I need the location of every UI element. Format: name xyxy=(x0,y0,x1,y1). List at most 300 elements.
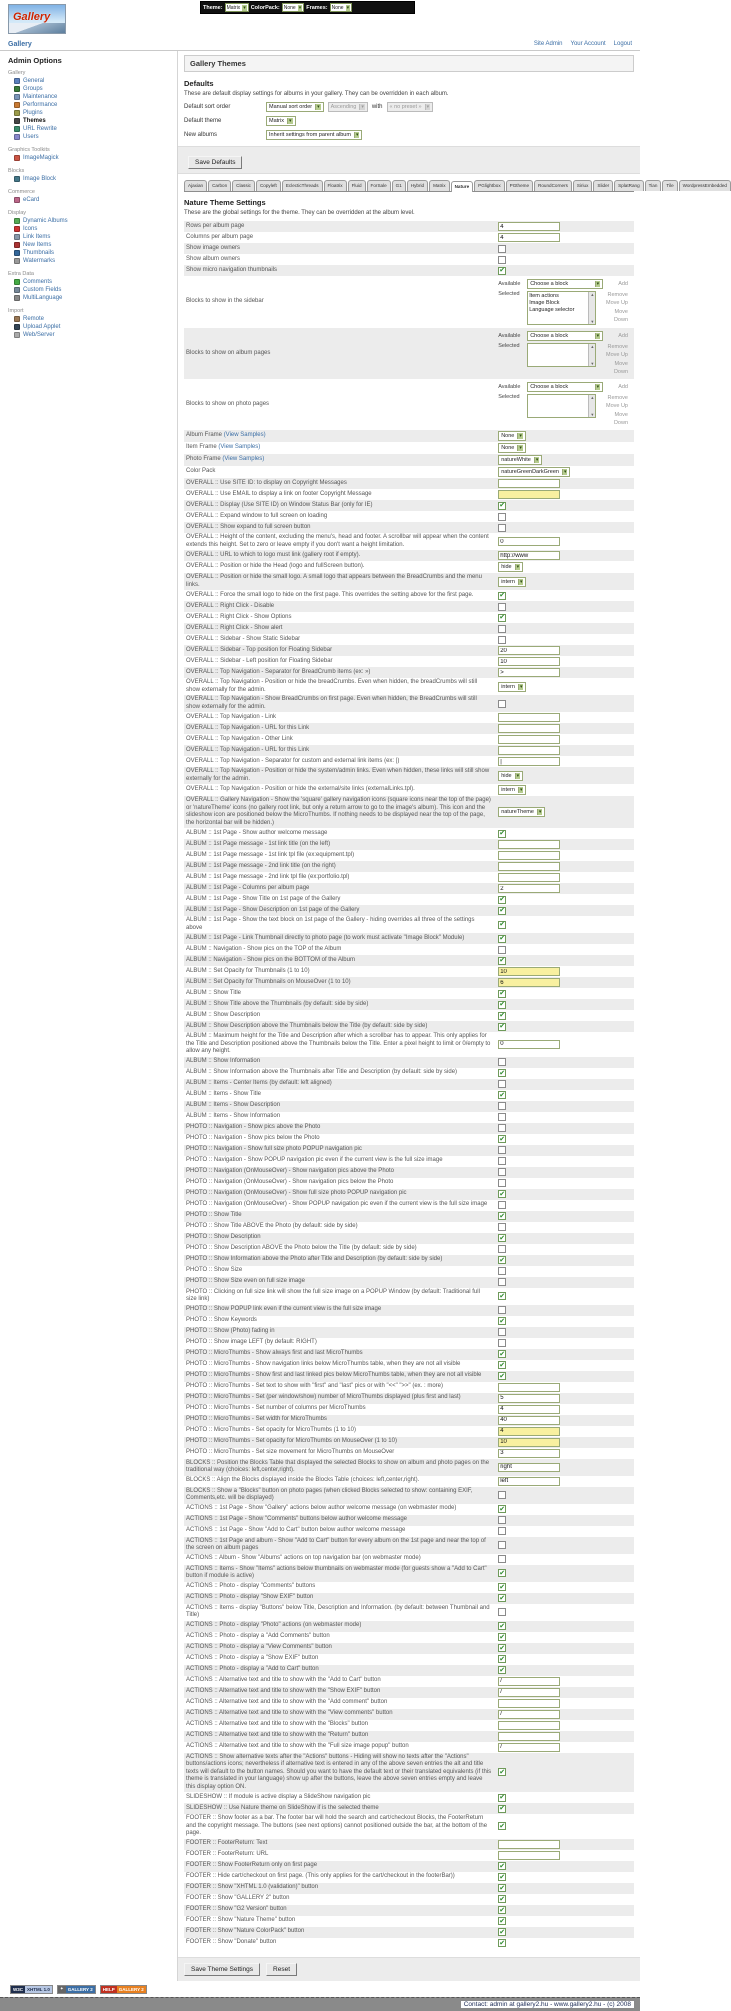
setting-checkbox[interactable]: ✔ xyxy=(499,1350,506,1358)
setting-checkbox[interactable] xyxy=(498,1328,506,1336)
setting-control xyxy=(498,1168,632,1176)
setting-input[interactable] xyxy=(498,1449,560,1458)
setting-label: Album Frame (View Samples) xyxy=(186,432,266,439)
setting-checkbox[interactable]: ✔ xyxy=(499,1794,506,1801)
scroll-up-icon[interactable]: ▲ xyxy=(590,292,595,297)
sidebar-item-watermarks[interactable] xyxy=(8,257,171,265)
remove-block-link[interactable]: Remove xyxy=(607,344,628,350)
setting-input[interactable] xyxy=(498,1438,560,1447)
sidebar-item-link-items[interactable] xyxy=(8,233,171,241)
selected-blocks-listbox[interactable] xyxy=(527,343,596,367)
view-samples-link[interactable]: (View Samples) xyxy=(222,456,265,463)
setting-checkbox[interactable] xyxy=(498,1080,506,1088)
blocks-picker xyxy=(498,380,632,429)
tab-pgtheme[interactable]: PGtheme xyxy=(506,180,533,191)
setting-checkbox[interactable]: ✔ xyxy=(499,1928,506,1936)
tab-ajaxian[interactable]: Ajaxian xyxy=(184,180,207,191)
scroll-down-icon[interactable]: ▼ xyxy=(590,412,595,417)
setting-checkbox[interactable] xyxy=(498,256,506,264)
setting-input[interactable] xyxy=(498,840,560,849)
move-down-link[interactable]: Move Down xyxy=(613,308,628,323)
setting-select[interactable] xyxy=(498,467,570,477)
view-samples-link[interactable]: (View Samples) xyxy=(218,444,261,451)
select-value: Choose a block xyxy=(530,333,569,339)
setting-checkbox[interactable]: ✔ xyxy=(499,1768,506,1776)
setting-input[interactable] xyxy=(498,233,560,242)
setting-input[interactable] xyxy=(498,1394,560,1403)
setting-checkbox[interactable] xyxy=(498,513,506,521)
setting-input[interactable] xyxy=(498,668,560,677)
setting-input[interactable] xyxy=(498,735,560,744)
setting-control xyxy=(498,1822,632,1830)
setting-checkbox[interactable]: ✔ xyxy=(499,1666,506,1674)
remove-block-link[interactable]: Remove xyxy=(607,292,628,298)
setting-checkbox[interactable] xyxy=(498,1157,506,1165)
setting-label: PHOTO :: Navigation - Show full size photo POPUP navigation pic xyxy=(186,1146,362,1153)
setting-input[interactable] xyxy=(498,851,560,860)
setting-input[interactable] xyxy=(498,1416,560,1425)
sidebar-item-groups[interactable] xyxy=(8,85,171,93)
tab-wordpressembedded[interactable]: WordpressEmbedded xyxy=(679,180,731,191)
sidebar-item-imagemagick[interactable] xyxy=(8,154,171,162)
setting-select[interactable] xyxy=(498,682,526,692)
choose-block-select[interactable] xyxy=(527,279,603,289)
save-defaults-button[interactable]: Save Defaults xyxy=(188,156,242,169)
tab-fluid[interactable]: Fluid xyxy=(348,180,366,191)
setting-checkbox[interactable]: ✔ xyxy=(499,1190,506,1198)
setting-checkbox[interactable] xyxy=(498,1608,506,1616)
tab-hybrid[interactable]: Hybrid xyxy=(407,180,428,191)
choose-block-select[interactable] xyxy=(527,331,603,341)
setting-checkbox[interactable]: ✔ xyxy=(499,502,506,509)
sidebar-item-general[interactable] xyxy=(8,77,171,85)
tab-splatrang[interactable]: SplatRang xyxy=(614,180,643,191)
setting-checkbox[interactable] xyxy=(498,1555,506,1563)
tab-carbon[interactable]: Carbon xyxy=(208,180,231,191)
gallery-logo[interactable] xyxy=(8,4,66,34)
setting-control xyxy=(498,1339,632,1347)
setting-checkbox[interactable]: ✔ xyxy=(499,1091,506,1099)
setting-row xyxy=(184,756,634,767)
setting-checkbox[interactable] xyxy=(498,1146,506,1154)
setting-label: OVERALL :: Force the small logo to hide on the first page. This overrides the setting above for the first page. xyxy=(186,591,474,598)
header-link-site-admin[interactable]: Site Admin xyxy=(533,41,563,47)
setting-label: BLOCKS :: Align the Blocks displayed inside the Blocks Table (choices: left,center,right). xyxy=(186,1477,420,1484)
selected-blocks-listbox[interactable] xyxy=(527,291,596,325)
setting-checkbox[interactable]: ✔ xyxy=(499,1505,506,1513)
sidebar-group xyxy=(8,70,171,141)
blocks-action-links xyxy=(599,343,628,376)
default-sort-order-select[interactable]: Manual sort order ▾ xyxy=(266,102,324,112)
listbox-scrollbar[interactable] xyxy=(588,344,595,366)
setting-checkbox[interactable] xyxy=(498,636,506,644)
sidebar-item-label: Custom Fields xyxy=(23,287,62,293)
move-down-link[interactable]: Move Down xyxy=(613,360,628,375)
setting-checkbox[interactable] xyxy=(498,1278,506,1286)
breadcrumb[interactable]: Gallery xyxy=(8,40,32,48)
choose-block-select[interactable] xyxy=(527,382,603,392)
setting-checkbox[interactable]: ✔ xyxy=(499,990,506,997)
setting-input[interactable] xyxy=(498,1677,560,1686)
add-block-link[interactable]: Add xyxy=(618,384,628,390)
setting-input[interactable] xyxy=(498,1040,560,1049)
setting-checkbox[interactable]: ✔ xyxy=(499,1822,506,1830)
sidebar-item-url-rewrite[interactable] xyxy=(8,125,171,133)
help-gallery2-badge[interactable] xyxy=(100,1985,147,1994)
setting-label: Item Frame (View Samples) xyxy=(186,444,261,451)
scroll-up-icon[interactable]: ▲ xyxy=(590,395,595,400)
setting-label: Blocks to show on photo pages xyxy=(186,400,270,407)
setting-checkbox[interactable] xyxy=(498,1124,506,1132)
setting-checkbox[interactable]: ✔ xyxy=(499,1633,506,1641)
setting-checkbox[interactable] xyxy=(498,625,506,633)
setting-checkbox[interactable]: ✔ xyxy=(499,1234,506,1242)
setting-control xyxy=(498,1317,632,1325)
setting-row xyxy=(184,1654,634,1665)
header-link-your-account[interactable]: Your Account xyxy=(570,41,606,47)
header-link-logout[interactable]: Logout xyxy=(613,41,632,47)
setting-row xyxy=(184,1803,634,1814)
setting-checkbox[interactable]: ✔ xyxy=(499,921,506,928)
sidebar-item-label: Dynamic Albums xyxy=(23,218,68,224)
setting-select[interactable] xyxy=(498,577,526,587)
setting-select[interactable] xyxy=(498,455,542,465)
setting-control xyxy=(498,1917,632,1925)
available-label: Available xyxy=(498,384,521,390)
setting-row xyxy=(184,723,634,734)
setting-label: Show album owners xyxy=(186,255,241,262)
setting-row xyxy=(184,1415,634,1426)
sidebar-item-image-block[interactable] xyxy=(8,175,171,183)
setting-input[interactable] xyxy=(498,757,560,766)
tab-g1[interactable]: G1 xyxy=(392,180,406,191)
setting-select[interactable] xyxy=(498,562,523,572)
setting-input[interactable] xyxy=(498,1732,560,1741)
setting-input[interactable] xyxy=(498,551,560,560)
listbox-scrollbar[interactable] xyxy=(588,292,595,324)
setting-label: OVERALL :: Top Navigation - Other Link xyxy=(186,735,293,742)
move-down-link[interactable]: Move Down xyxy=(613,411,628,426)
setting-checkbox[interactable]: ✔ xyxy=(499,267,506,274)
setting-control xyxy=(498,1622,632,1630)
selected-block-item[interactable]: Item actions xyxy=(529,293,559,299)
setting-input[interactable] xyxy=(498,746,560,755)
setting-label: OVERALL :: Top Navigation - Link xyxy=(186,713,277,720)
setting-checkbox[interactable] xyxy=(498,1339,506,1347)
sidebar-item-users[interactable] xyxy=(8,133,171,141)
setting-row xyxy=(184,1266,634,1277)
setting-label: OVERALL :: Gallery Navigation - Show the 'square' gallery navigation icons (square icons near the top of the page) or 'natureTheme' icons (no gallery root link, but only a return arrow to go to the image's album). This icon and the slideshow icon are positioned below the MicroThumbs. If nothing needs to be displayed near the top of the page, the horizontal bar will be hidden.) xyxy=(186,797,491,826)
save-theme-settings-button[interactable]: Save Theme Settings xyxy=(184,1963,260,1976)
setting-checkbox[interactable] xyxy=(498,1168,506,1176)
sidebar-item-web-server[interactable] xyxy=(8,331,171,339)
setting-input[interactable] xyxy=(498,222,560,231)
setting-checkbox[interactable]: ✔ xyxy=(499,1372,506,1380)
sidebar-item-remote[interactable] xyxy=(8,315,171,323)
setting-checkbox[interactable] xyxy=(498,1541,506,1549)
sidebar-item-ecard[interactable] xyxy=(8,196,171,204)
tab-tile[interactable]: Tile xyxy=(662,180,677,191)
setting-input[interactable] xyxy=(498,967,560,976)
setting-input[interactable] xyxy=(498,1463,560,1472)
setting-row xyxy=(184,745,634,756)
scroll-up-icon[interactable]: ▲ xyxy=(590,344,595,349)
setting-checkbox[interactable]: ✔ xyxy=(499,1939,506,1947)
setting-checkbox[interactable]: ✔ xyxy=(499,1895,506,1903)
setting-label: OVERALL :: Right Click - Show alert xyxy=(186,624,283,631)
setting-row xyxy=(184,1327,634,1338)
setting-label: FOOTER :: Show "Nature ColorPack" button xyxy=(186,1928,305,1935)
setting-input[interactable] xyxy=(498,537,560,546)
setting-checkbox[interactable] xyxy=(498,1179,506,1187)
select-value: natureWhite xyxy=(501,457,531,463)
tab-matrix[interactable]: Matrix xyxy=(429,180,450,191)
setting-input[interactable] xyxy=(498,490,560,499)
add-block-link[interactable]: Add xyxy=(618,281,628,287)
setting-label: PHOTO :: MicroThumbs - Set opacity for MicroThumbs (1 to 10) xyxy=(186,1427,356,1434)
sidebar-item-multilanguage[interactable] xyxy=(8,294,171,302)
add-block-link[interactable]: Add xyxy=(618,333,628,339)
tab-forsale[interactable]: ForSale xyxy=(367,180,391,191)
setting-control xyxy=(498,1023,632,1031)
blocks-available-row xyxy=(498,382,632,392)
setting-select[interactable] xyxy=(498,807,545,817)
setting-control xyxy=(498,592,632,600)
footer-badges xyxy=(0,1981,640,1997)
sidebar-item-upload-applet[interactable] xyxy=(8,323,171,331)
setting-checkbox[interactable]: ✔ xyxy=(499,592,506,599)
frames-select[interactable]: None ▾ xyxy=(330,3,352,12)
tab-slider[interactable]: Slider xyxy=(593,180,613,191)
setting-checkbox[interactable]: ✔ xyxy=(499,957,506,964)
tab-nature[interactable]: Nature xyxy=(451,181,474,192)
setting-select[interactable] xyxy=(498,431,526,441)
tab-eclecticthreads[interactable]: EclecticThreads xyxy=(282,180,323,191)
setting-label: PHOTO :: Show Size xyxy=(186,1267,243,1274)
setting-input[interactable] xyxy=(498,1743,560,1752)
setting-checkbox[interactable] xyxy=(498,1058,506,1066)
setting-checkbox[interactable] xyxy=(498,1113,506,1121)
tab-pglightbox[interactable]: PGlightbox xyxy=(474,180,504,191)
setting-row xyxy=(184,590,634,601)
setting-input[interactable] xyxy=(498,1851,560,1860)
setting-checkbox[interactable] xyxy=(498,1245,506,1253)
setting-checkbox[interactable]: ✔ xyxy=(499,1906,506,1914)
setting-checkbox[interactable]: ✔ xyxy=(499,1256,506,1264)
setting-input[interactable] xyxy=(498,1405,560,1414)
setting-input[interactable] xyxy=(498,1840,560,1849)
move-up-link[interactable]: Move Up xyxy=(605,403,628,410)
setting-checkbox[interactable]: ✔ xyxy=(499,1655,506,1663)
setting-input[interactable] xyxy=(498,1699,560,1708)
selected-block-item[interactable]: Image Block xyxy=(529,300,560,307)
listbox-scrollbar[interactable] xyxy=(588,395,595,417)
setting-checkbox[interactable] xyxy=(498,603,506,611)
xhtml-badge[interactable] xyxy=(10,1985,53,1994)
setting-control xyxy=(498,1245,632,1253)
setting-control xyxy=(498,921,632,929)
maintenance-icon xyxy=(14,94,20,100)
setting-control xyxy=(498,1677,632,1686)
setting-row xyxy=(184,1156,634,1167)
colorpack-select[interactable]: None ▾ xyxy=(282,3,304,12)
move-up-link[interactable]: Move Up xyxy=(605,352,628,359)
setting-select[interactable] xyxy=(498,771,523,781)
setting-row xyxy=(184,1565,634,1582)
setting-input[interactable] xyxy=(498,1688,560,1697)
setting-checkbox[interactable] xyxy=(498,1306,506,1314)
setting-row xyxy=(184,828,634,839)
select-value: intern xyxy=(501,683,515,690)
sidebar-item-plugins[interactable] xyxy=(8,109,171,117)
setting-input[interactable] xyxy=(498,873,560,882)
setting-checkbox[interactable] xyxy=(498,245,506,253)
setting-input[interactable] xyxy=(498,1710,560,1719)
setting-label: PHOTO :: Show Size even on full size image xyxy=(186,1278,305,1285)
setting-checkbox[interactable] xyxy=(498,700,506,708)
setting-checkbox[interactable] xyxy=(498,1516,506,1524)
setting-input[interactable] xyxy=(498,862,560,871)
setting-checkbox[interactable]: ✔ xyxy=(499,1917,506,1925)
setting-checkbox[interactable]: ✔ xyxy=(499,1873,506,1881)
sidebar-item-new-items[interactable] xyxy=(8,241,171,249)
setting-row xyxy=(184,999,634,1010)
setting-input[interactable] xyxy=(498,978,560,987)
move-up-link[interactable]: Move Up xyxy=(605,300,628,307)
new-albums-label: New albums xyxy=(184,132,218,138)
colorpack-select-label: ColorPack: xyxy=(250,4,280,11)
setting-checkbox[interactable]: ✔ xyxy=(499,907,506,914)
setting-checkbox[interactable] xyxy=(498,1527,506,1535)
setting-input[interactable] xyxy=(498,1427,560,1436)
new-albums-select[interactable]: Inherit settings from parent album ▾ xyxy=(266,130,362,140)
setting-input[interactable] xyxy=(498,657,560,666)
logo-wordmark: Gallery xyxy=(13,11,51,23)
view-samples-link[interactable]: (View Samples) xyxy=(223,432,266,439)
sidebar-item-dynamic-albums[interactable] xyxy=(8,217,171,225)
setting-control xyxy=(498,277,632,327)
setting-input[interactable] xyxy=(498,713,560,722)
setting-control xyxy=(498,1069,632,1077)
setting-row xyxy=(184,1371,634,1382)
setting-row xyxy=(184,1883,634,1894)
setting-label: ACTIONS :: Photo - display a "View Comments" button xyxy=(186,1644,332,1651)
setting-label: OVERALL :: Top Navigation - Position or hide the external/site links (externalLinks.tpl). xyxy=(186,786,415,793)
setting-checkbox[interactable] xyxy=(498,1223,506,1231)
sidebar-item-icons[interactable] xyxy=(8,225,171,233)
setting-checkbox[interactable]: ✔ xyxy=(499,1594,506,1602)
setting-label: ACTIONS :: 1st Page - Show "Gallery" actions below author welcome message (on webmaster mode) xyxy=(186,1505,457,1512)
setting-label: ALBUM :: Navigation - Show pics on the BOTTOM of the Album xyxy=(186,956,355,963)
setting-checkbox[interactable]: ✔ xyxy=(499,896,506,903)
setting-control xyxy=(498,1895,632,1903)
setting-input[interactable] xyxy=(498,1721,560,1730)
setting-label: ALBUM :: Items - Show Title xyxy=(186,1091,262,1098)
setting-select[interactable] xyxy=(498,443,526,453)
remove-block-link[interactable]: Remove xyxy=(607,395,628,401)
setting-checkbox[interactable]: ✔ xyxy=(499,1805,506,1812)
setting-label: OVERALL :: Use SITE ID: to display on Copyright Messages xyxy=(186,479,347,486)
scroll-down-icon[interactable]: ▼ xyxy=(590,319,595,324)
tab-floatrix[interactable]: Floatrix xyxy=(324,180,347,191)
setting-input[interactable] xyxy=(498,1383,560,1392)
tab-roundcorners[interactable]: RoundCorners xyxy=(534,180,572,191)
setting-checkbox[interactable]: ✔ xyxy=(499,614,506,621)
setting-control xyxy=(498,957,632,965)
setting-select[interactable] xyxy=(498,785,526,795)
setting-input[interactable] xyxy=(498,479,560,488)
setting-checkbox[interactable]: ✔ xyxy=(499,1622,506,1630)
setting-label: ACTIONS :: Photo - display a "Add to Cart" button xyxy=(186,1666,319,1673)
setting-checkbox[interactable] xyxy=(498,1102,506,1110)
setting-checkbox[interactable]: ✔ xyxy=(499,1001,506,1008)
setting-input[interactable] xyxy=(498,884,560,893)
setting-checkbox[interactable]: ✔ xyxy=(499,935,506,942)
setting-control xyxy=(498,380,632,429)
setting-checkbox[interactable] xyxy=(498,1201,506,1209)
setting-checkbox[interactable]: ✔ xyxy=(499,1012,506,1019)
tab-tian[interactable]: Tian xyxy=(645,180,662,191)
setting-checkbox[interactable]: ✔ xyxy=(499,1361,506,1369)
sidebar-item-label: Themes xyxy=(23,118,46,124)
setting-label: FOOTER :: Show FooterReturn only on first page xyxy=(186,1862,318,1869)
setting-label: PHOTO :: Show Keywords xyxy=(186,1317,257,1324)
setting-label: ACTIONS :: Items - display "Buttons" below Title, Description and Information. (by default: between Thumbnail and Title) xyxy=(186,1604,490,1618)
setting-checkbox[interactable]: ✔ xyxy=(499,1069,506,1077)
sidebar-item-thumbnails[interactable] xyxy=(8,249,171,257)
sidebar-item-comments[interactable] xyxy=(8,278,171,286)
setting-checkbox[interactable] xyxy=(498,524,506,532)
tab-classic[interactable]: Classic xyxy=(232,180,255,191)
setting-checkbox[interactable]: ✔ xyxy=(499,1569,506,1577)
gallery2-badge[interactable] xyxy=(57,1985,96,1994)
reset-button[interactable]: Reset xyxy=(266,1963,297,1976)
setting-row xyxy=(184,533,634,550)
default-theme-select[interactable]: Matrix ▾ xyxy=(266,116,296,126)
setting-input[interactable] xyxy=(498,724,560,733)
setting-checkbox[interactable]: ✔ xyxy=(499,1884,506,1892)
sidebar-item-themes[interactable] xyxy=(8,117,171,125)
setting-checkbox[interactable] xyxy=(498,1491,506,1499)
setting-input[interactable] xyxy=(498,646,560,655)
setting-row xyxy=(184,712,634,723)
setting-checkbox[interactable] xyxy=(498,1267,506,1275)
setting-checkbox[interactable]: ✔ xyxy=(499,1862,506,1870)
setting-row xyxy=(184,1850,634,1861)
setting-checkbox[interactable]: ✔ xyxy=(499,1644,506,1652)
tab-copyleft[interactable]: Copyleft xyxy=(256,180,281,191)
setting-checkbox[interactable]: ✔ xyxy=(499,830,506,837)
scroll-down-icon[interactable]: ▼ xyxy=(590,361,595,366)
setting-label: PHOTO :: MicroThumbs - Show always first and last MicroThumbs xyxy=(186,1350,363,1357)
setting-checkbox[interactable]: ✔ xyxy=(499,1292,506,1300)
setting-control xyxy=(498,807,632,817)
setting-input[interactable] xyxy=(498,1477,560,1486)
tab-siriux[interactable]: Siriux xyxy=(573,180,593,191)
sidebar-item-custom-fields[interactable] xyxy=(8,286,171,294)
sidebar-item-maintenance[interactable] xyxy=(8,93,171,101)
setting-checkbox[interactable]: ✔ xyxy=(499,1023,506,1030)
theme-select[interactable]: Matrix ▾ xyxy=(225,3,249,12)
setting-checkbox[interactable]: ✔ xyxy=(499,1135,506,1143)
sidebar-item-performance[interactable] xyxy=(8,101,171,109)
setting-checkbox[interactable]: ✔ xyxy=(499,1212,506,1220)
selected-blocks-listbox[interactable] xyxy=(527,394,596,418)
selected-block-item[interactable]: Language selector xyxy=(529,307,575,314)
setting-checkbox[interactable]: ✔ xyxy=(499,1317,506,1325)
setting-checkbox[interactable]: ✔ xyxy=(499,1583,506,1591)
setting-checkbox[interactable] xyxy=(498,946,506,954)
